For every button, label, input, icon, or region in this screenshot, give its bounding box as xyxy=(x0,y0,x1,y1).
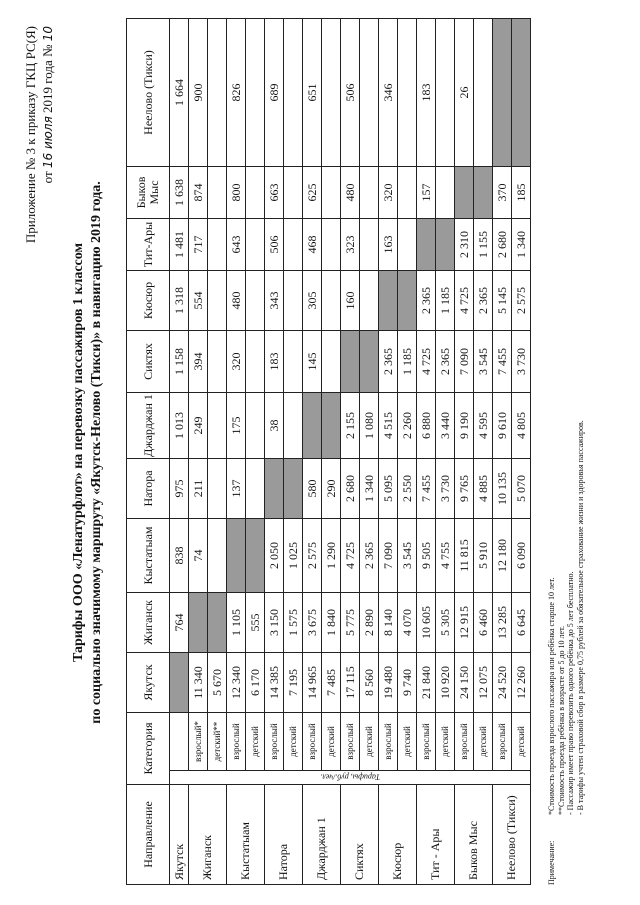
value-cell: 7 090 xyxy=(455,331,474,393)
value-cell: 26 xyxy=(455,19,474,167)
category-cell xyxy=(170,713,189,771)
value-cell: 1 840 xyxy=(322,593,341,653)
value-cell xyxy=(398,167,417,219)
value-cell xyxy=(284,167,303,219)
column-header: Тит-Ары xyxy=(127,219,170,271)
value-cell xyxy=(398,19,417,167)
value-cell: 5 145 xyxy=(493,271,512,331)
value-cell xyxy=(455,167,474,219)
value-cell xyxy=(227,519,246,593)
table-row xyxy=(417,19,436,885)
category-cell: детский xyxy=(284,713,303,771)
value-cell xyxy=(284,459,303,519)
table-row xyxy=(455,19,474,885)
value-cell: 249 xyxy=(189,393,208,459)
value-cell: 137 xyxy=(227,459,246,519)
category-cell: детский xyxy=(398,713,417,771)
value-cell: 7 455 xyxy=(493,331,512,393)
value-cell xyxy=(246,219,265,271)
value-cell: 4 805 xyxy=(512,393,531,459)
value-cell xyxy=(246,19,265,167)
value-cell xyxy=(284,19,303,167)
table-row xyxy=(398,19,417,885)
value-cell xyxy=(246,167,265,219)
value-cell: 554 xyxy=(189,271,208,331)
value-cell: 1 025 xyxy=(284,519,303,593)
value-cell: 1 290 xyxy=(322,519,341,593)
value-cell: 2 680 xyxy=(341,459,360,519)
column-header: Сиктях xyxy=(127,331,170,393)
value-cell: 370 xyxy=(493,167,512,219)
value-cell: 320 xyxy=(227,331,246,393)
value-cell: 3 675 xyxy=(303,593,322,653)
value-cell: 1 575 xyxy=(284,593,303,653)
value-cell xyxy=(208,271,227,331)
value-cell xyxy=(170,653,189,713)
value-cell: 1 340 xyxy=(360,459,379,519)
value-cell xyxy=(322,331,341,393)
value-cell: 874 xyxy=(189,167,208,219)
direction-cell: Неелово (Тикси) xyxy=(493,785,531,885)
value-cell xyxy=(474,19,493,167)
appendix-from: от xyxy=(40,171,55,184)
value-cell: 157 xyxy=(417,167,436,219)
value-cell: 1 105 xyxy=(227,593,246,653)
table-row xyxy=(474,19,493,885)
value-cell xyxy=(398,271,417,331)
value-cell: 5 775 xyxy=(341,593,360,653)
value-cell: 6 170 xyxy=(246,653,265,713)
column-header: Кюсюр xyxy=(127,271,170,331)
direction-cell: Кыстатыам xyxy=(227,785,265,885)
value-cell: 160 xyxy=(341,271,360,331)
category-cell: взрослый* xyxy=(189,713,208,771)
column-header: Неелово (Тикси) xyxy=(127,19,170,167)
category-cell: детский xyxy=(322,713,341,771)
header-row xyxy=(127,19,170,885)
value-cell xyxy=(322,19,341,167)
title-line2: по социально значимому маршруту «Якутск-Нелово (Тикси)» в навигацию 2019 года. xyxy=(89,181,104,724)
value-cell: 9 190 xyxy=(455,393,474,459)
value-cell: 2 365 xyxy=(417,271,436,331)
value-cell xyxy=(208,393,227,459)
value-cell: 9 740 xyxy=(398,653,417,713)
direction-cell: Якутск xyxy=(170,785,189,885)
direction-cell: Сиктях xyxy=(341,785,379,885)
value-cell: 3 440 xyxy=(436,393,455,459)
value-cell: 343 xyxy=(265,271,284,331)
direction-cell: Кюсюр xyxy=(379,785,417,885)
notes-label: Примечание: xyxy=(547,840,556,885)
value-cell: 5 670 xyxy=(208,653,227,713)
value-cell: 7 455 xyxy=(417,459,436,519)
value-cell: 2 365 xyxy=(360,519,379,593)
category-cell: взрослый xyxy=(341,713,360,771)
value-cell: 24 150 xyxy=(455,653,474,713)
value-cell xyxy=(208,593,227,653)
value-cell: 1 318 xyxy=(170,271,189,331)
category-cell: детский** xyxy=(208,713,227,771)
value-cell: 6 460 xyxy=(474,593,493,653)
notes-list xyxy=(547,45,585,885)
table-row xyxy=(493,19,512,885)
value-cell: 4 755 xyxy=(436,519,455,593)
value-cell: 163 xyxy=(379,219,398,271)
notes xyxy=(547,45,585,885)
value-cell: 4 725 xyxy=(417,331,436,393)
value-cell: 2 365 xyxy=(379,331,398,393)
value-cell xyxy=(512,19,531,167)
value-cell xyxy=(322,393,341,459)
table-row xyxy=(303,19,322,885)
value-cell: 19 480 xyxy=(379,653,398,713)
direction-cell: Жиганск xyxy=(189,785,227,885)
value-cell xyxy=(341,331,360,393)
table-row xyxy=(170,19,189,885)
value-cell: 320 xyxy=(379,167,398,219)
value-cell: 2 050 xyxy=(265,519,284,593)
value-cell: 975 xyxy=(170,459,189,519)
value-cell xyxy=(379,271,398,331)
table-header xyxy=(127,19,170,885)
value-cell: 1 080 xyxy=(360,393,379,459)
value-cell: 8 140 xyxy=(379,593,398,653)
value-cell: 6 645 xyxy=(512,593,531,653)
note-item: *Стоимость проезда взрослого пассажира или ребёнка старше 10 лет. xyxy=(547,577,556,815)
value-cell xyxy=(436,219,455,271)
category-cell: взрослый xyxy=(265,713,284,771)
value-cell xyxy=(246,519,265,593)
value-cell: 651 xyxy=(303,19,322,167)
direction-cell: Быков Мыс xyxy=(455,785,493,885)
value-cell: 9 610 xyxy=(493,393,512,459)
value-cell: 506 xyxy=(265,219,284,271)
value-cell: 21 840 xyxy=(417,653,436,713)
value-cell xyxy=(360,167,379,219)
value-cell: 305 xyxy=(303,271,322,331)
value-cell: 555 xyxy=(246,593,265,653)
handwritten-number: 10 xyxy=(41,26,55,42)
value-cell xyxy=(189,593,208,653)
table-row xyxy=(208,19,227,885)
value-cell xyxy=(436,167,455,219)
value-cell: 183 xyxy=(417,19,436,167)
table-row xyxy=(189,19,208,885)
value-cell: 1 185 xyxy=(398,331,417,393)
value-cell: 5 305 xyxy=(436,593,455,653)
value-cell: 3 730 xyxy=(512,331,531,393)
value-cell: 7 090 xyxy=(379,519,398,593)
value-cell: 5 095 xyxy=(379,459,398,519)
value-cell: 12 340 xyxy=(227,653,246,713)
appendix-header xyxy=(22,26,57,243)
value-cell xyxy=(265,459,284,519)
category-cell: детский xyxy=(474,713,493,771)
category-cell: взрослый xyxy=(303,713,322,771)
value-cell: 717 xyxy=(189,219,208,271)
value-cell xyxy=(493,19,512,167)
value-cell: 290 xyxy=(322,459,341,519)
value-cell: 38 xyxy=(265,393,284,459)
value-cell xyxy=(208,19,227,167)
category-cell: взрослый xyxy=(379,713,398,771)
value-cell: 10 605 xyxy=(417,593,436,653)
handwritten-date: 16 июля xyxy=(41,116,55,169)
value-cell: 2 575 xyxy=(303,519,322,593)
category-cell: взрослый xyxy=(417,713,436,771)
value-cell: 480 xyxy=(227,271,246,331)
value-cell: 6 090 xyxy=(512,519,531,593)
value-cell xyxy=(303,393,322,459)
value-cell: 4 725 xyxy=(341,519,360,593)
direction-cell: Тит - Ары xyxy=(417,785,455,885)
value-cell: 1 158 xyxy=(170,331,189,393)
category-cell: детский xyxy=(512,713,531,771)
value-cell: 12 180 xyxy=(493,519,512,593)
value-cell: 8 560 xyxy=(360,653,379,713)
value-cell: 6 880 xyxy=(417,393,436,459)
value-cell: 12 260 xyxy=(512,653,531,713)
category-cell: взрослый xyxy=(455,713,474,771)
value-cell xyxy=(322,167,341,219)
value-cell: 580 xyxy=(303,459,322,519)
column-header: Натора xyxy=(127,459,170,519)
value-cell xyxy=(398,219,417,271)
value-cell xyxy=(322,219,341,271)
value-cell: 394 xyxy=(189,331,208,393)
value-cell: 12 075 xyxy=(474,653,493,713)
value-cell: 4 885 xyxy=(474,459,493,519)
value-cell: 625 xyxy=(303,167,322,219)
value-cell: 7 485 xyxy=(322,653,341,713)
value-cell xyxy=(208,219,227,271)
direction-cell: Натора xyxy=(265,785,303,885)
value-cell xyxy=(208,167,227,219)
value-cell: 5 910 xyxy=(474,519,493,593)
value-cell: 2 365 xyxy=(474,271,493,331)
appendix-year: 2019 года № xyxy=(40,44,55,113)
value-cell: 185 xyxy=(512,167,531,219)
table-row xyxy=(341,19,360,885)
value-cell: 12 915 xyxy=(455,593,474,653)
table-row xyxy=(284,19,303,885)
value-cell xyxy=(208,519,227,593)
value-cell: 838 xyxy=(170,519,189,593)
value-cell: 468 xyxy=(303,219,322,271)
document-title xyxy=(70,80,106,825)
value-cell: 1 185 xyxy=(436,271,455,331)
value-cell xyxy=(360,331,379,393)
value-cell xyxy=(246,393,265,459)
note-item: - Пассажир имеет право перевозить одного ребёнка до 5 лет бесплатно. xyxy=(566,571,575,815)
value-cell: 2 890 xyxy=(360,593,379,653)
value-cell: 2 155 xyxy=(341,393,360,459)
value-cell xyxy=(322,271,341,331)
category-cell: детский xyxy=(246,713,265,771)
value-cell: 3 730 xyxy=(436,459,455,519)
value-cell xyxy=(246,459,265,519)
table-row xyxy=(246,19,265,885)
value-cell: 7 195 xyxy=(284,653,303,713)
value-cell: 2 680 xyxy=(493,219,512,271)
value-cell: 4 725 xyxy=(455,271,474,331)
value-cell: 2 260 xyxy=(398,393,417,459)
value-cell: 145 xyxy=(303,331,322,393)
value-cell: 506 xyxy=(341,19,360,167)
category-cell: детский xyxy=(360,713,379,771)
column-header: Джарджан 1 xyxy=(127,393,170,459)
value-cell xyxy=(360,219,379,271)
table-row xyxy=(436,19,455,885)
value-cell: 24 520 xyxy=(493,653,512,713)
value-cell: 2 365 xyxy=(436,331,455,393)
value-cell: 2 550 xyxy=(398,459,417,519)
value-cell: 1 013 xyxy=(170,393,189,459)
value-cell: 1 340 xyxy=(512,219,531,271)
value-cell: 11 815 xyxy=(455,519,474,593)
value-cell xyxy=(208,459,227,519)
table-row xyxy=(379,19,398,885)
value-cell: 1 664 xyxy=(170,19,189,167)
value-cell xyxy=(436,19,455,167)
value-cell: 346 xyxy=(379,19,398,167)
category-cell: взрослый xyxy=(227,713,246,771)
value-cell: 643 xyxy=(227,219,246,271)
tariff-table xyxy=(126,18,531,885)
value-cell: 17 115 xyxy=(341,653,360,713)
value-cell: 1 481 xyxy=(170,219,189,271)
value-cell xyxy=(284,331,303,393)
category-cell: детский xyxy=(436,713,455,771)
note-item: - В тарифы учтен страховой сбор в размере 0,75 рублей за обязательное страхование жизни и здоровья пассажиров. xyxy=(575,420,585,815)
column-header: Направление xyxy=(127,785,170,885)
value-cell xyxy=(208,331,227,393)
table-row xyxy=(512,19,531,885)
value-cell: 4 515 xyxy=(379,393,398,459)
value-cell xyxy=(246,331,265,393)
column-header: Кыстатыам xyxy=(127,519,170,593)
value-cell: 13 285 xyxy=(493,593,512,653)
value-cell xyxy=(417,219,436,271)
value-cell xyxy=(284,219,303,271)
column-header: Якутск xyxy=(127,653,170,713)
value-cell: 5 070 xyxy=(512,459,531,519)
value-cell: 2 310 xyxy=(455,219,474,271)
value-cell: 9 505 xyxy=(417,519,436,593)
value-cell: 1 155 xyxy=(474,219,493,271)
value-cell: 4 595 xyxy=(474,393,493,459)
table-row xyxy=(265,19,284,885)
value-cell: 3 150 xyxy=(265,593,284,653)
value-cell: 14 965 xyxy=(303,653,322,713)
value-cell xyxy=(474,167,493,219)
appendix-line1: Приложение № 3 к приказу ГКЦ РС(Я) xyxy=(23,26,38,244)
value-cell: 175 xyxy=(227,393,246,459)
value-cell xyxy=(360,271,379,331)
value-cell xyxy=(360,19,379,167)
value-cell: 183 xyxy=(265,331,284,393)
table-row xyxy=(322,19,341,885)
value-cell: 689 xyxy=(265,19,284,167)
column-header: Быков Мыс xyxy=(127,167,170,219)
column-header: Жиганск xyxy=(127,593,170,653)
appendix-line2 xyxy=(39,26,57,243)
table-row xyxy=(360,19,379,885)
value-cell: 10 135 xyxy=(493,459,512,519)
value-cell: 826 xyxy=(227,19,246,167)
value-cell: 3 545 xyxy=(398,519,417,593)
value-cell: 2 575 xyxy=(512,271,531,331)
value-cell xyxy=(284,393,303,459)
value-cell: 211 xyxy=(189,459,208,519)
value-cell: 3 545 xyxy=(474,331,493,393)
value-cell xyxy=(284,271,303,331)
value-cell: 323 xyxy=(341,219,360,271)
value-cell: 74 xyxy=(189,519,208,593)
direction-cell: Джарджан 1 xyxy=(303,785,341,885)
value-cell: 1 638 xyxy=(170,167,189,219)
value-cell: 9 765 xyxy=(455,459,474,519)
value-cell: 480 xyxy=(341,167,360,219)
value-cell: 10 920 xyxy=(436,653,455,713)
value-cell: 4 070 xyxy=(398,593,417,653)
value-cell: 14 385 xyxy=(265,653,284,713)
value-cell xyxy=(246,271,265,331)
value-cell: 11 340 xyxy=(189,653,208,713)
value-cell: 764 xyxy=(170,593,189,653)
column-header: Категория xyxy=(127,713,170,785)
title-line1: Тарифы ООО «Ленатурфлот» на перевозку пассажиров 1 классом xyxy=(71,242,86,663)
note-item: **Стоимость проезда ребёнка в возрасте от 5 до 10 лет. xyxy=(556,626,566,815)
table-row xyxy=(227,19,246,885)
value-cell: 800 xyxy=(227,167,246,219)
table-body xyxy=(170,19,531,885)
value-cell: 900 xyxy=(189,19,208,167)
category-cell: взрослый xyxy=(493,713,512,771)
value-cell: 663 xyxy=(265,167,284,219)
money-label: Тарифы, руб./чел. xyxy=(170,771,531,785)
